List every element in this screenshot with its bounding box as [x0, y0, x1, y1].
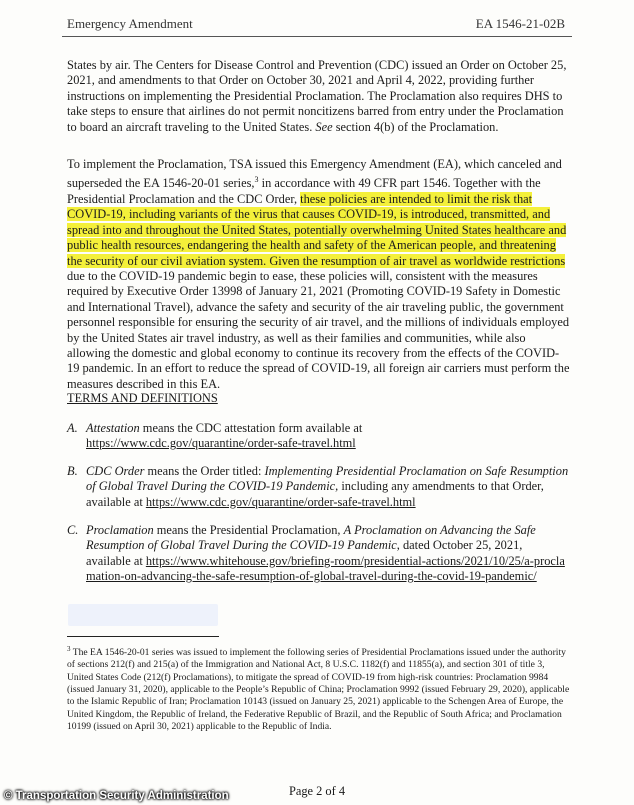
page-header	[67, 16, 565, 34]
paragraph-implementation: To implement the Proclamation, TSA issued this Emergency Amendment (EA), which canceled and superseded the EA 1546-20-01 series,$^3$ in accordance with 49 CFR part 1546. Together with the Presidential Proclamation and the CDC Order, these policies are intended to limit the risk that COVID-19, including variants of the virus that causes COVID-19, is introduced, transmitted, and spread into and throughout the United States, potentially overwhelming United States healthcare and public health resources, endangering the health and safety of the American people, and threatening the security of our civil aviation system. Given the resumption of air travel as worldwide restrictions due to the COVID-19 pandemic begin to ease, these policies will, consistent with the measures required by Executive Order 13998 of January 21, 2021 (Promoting COVID-19 Safety in Domestic and International Travel), advance the safety and security of the air traveling public, the government personnel responsible for ensuring the security of air travel, and the millions of individuals employed by the United States air travel industry, as well as their families and communities, while also allowing the domestic and global economy to continue its recovery from the effects of the COVID-19 pandemic. In an effort to reduce the spread of COVID-19, all foreign air carriers must perform the measures described in this EA.	[67, 157, 570, 391]
definition-term: CDC Order	[86, 464, 145, 478]
header-divider	[62, 36, 572, 37]
definition-letter: B.	[67, 464, 78, 478]
definition-proclamation: C. Proclamation means the Presidential Proclamation, A Proclamation on Advancing the Safe Resumption of Global Travel During the COVID-19 Pandemic, dated October 25, 2021, available at https://www.whitehouse.gov/briefing-room/presidential-actions/2021/10/25/a-proclamation-on-advancing-the-safe-resumption-of-global-travel-during-the-covid-19-pandemic/	[67, 523, 565, 584]
highlighted-passage: these policies are intended to limit the risk that COVID-19, including variants of the virus that causes COVID-19, is introduced, transmitted, and spread into and throughout the United States, potentially overwhelming United States healthcare and public health resources, endangering the health and safety of the American people, and threatening the security of our civil aviation system. Given the resumption of air travel as worldwide restrictions	[67, 191, 567, 268]
cdc-order-link[interactable]: https://www.cdc.gov/quarantine/order-safe-travel.html	[145, 494, 416, 509]
footnote-marker: 3	[67, 645, 71, 653]
cdc-attestation-link[interactable]: https://www.cdc.gov/quarantine/order-safe-travel.html	[86, 436, 356, 451]
header-title: Emergency Amendment	[67, 16, 193, 31]
paragraph-proclamation-context: States by air. The Centers for Disease Control and Prevention (CDC) issued an Order on October 25, 2021, and amendments to that Order on October 30, 2021 and April 4, 2022, providing further instructions on implementing the Presidential Proclamation. The Proclamation also requires DHS to take steps to ensure that airlines do not permit noncitizens barred from entry under the Proclamation to board an aircraft traveling to the United States. See section 4(b) of the Proclamation.	[67, 58, 567, 134]
definition-letter: A.	[67, 421, 78, 435]
definition-term: Proclamation	[86, 523, 154, 537]
definition-letter: C.	[67, 523, 79, 537]
definition-cdc-order: B. CDC Order means the Order titled: Implementing Presidential Proclamation on Safe Resumption of Global Travel During the COVID-19 Pandemic, including any amendments to that Order, available at https://www.cdc.gov/quarantine/order-safe-travel.html	[67, 464, 569, 509]
terms-heading: TERMS AND DEFINITIONS	[67, 391, 218, 405]
redaction-block	[68, 604, 218, 626]
header-document-id: EA 1546-21-02B	[475, 16, 565, 31]
footnote-3: $^3$ The EA 1546-20-01 series was issued to implement the following series of Presidential Proclamations issued under the authority of sections 212(f) and 215(a) of the Immigration and National Act, 8 U.S.C. 1182(f) and 11855(a), and section 301 of title 3, United States Code (212(f) Proclamations), to mitigate the spread of COVID-19 from high-risk countries: Proclamation 9984 (issued January 31, 2020), applicable to the People’s Republic of China; Proclamation 9992 (issued February 29, 2020), applicable to the Islamic Republic of Iran; Proclamation 10143 (issued on January 25, 2021) applicable to the Schengen Area of Europe, the United Kingdom, the Republic of Ireland, the Federative Republic of Brazil, and the Republic of South Africa; and Proclamation 10199 (issued on April 30, 2021) applicable to the Republic of India.	[67, 645, 570, 732]
order-title: Implementing Presidential Proclamation on Safe Resumption of Global Travel During the COVID-19 Pandemic,	[86, 464, 569, 494]
footnote-divider	[67, 636, 219, 637]
footnote-reference[interactable]: 3	[254, 175, 259, 185]
definition-term: Attestation	[86, 421, 140, 435]
page-number: Page 2 of 4	[288, 784, 346, 798]
proclamation-title: A Proclamation on Advancing the Safe Resumption of Global Travel During the COVID-19 Pandemic	[86, 523, 536, 553]
whitehouse-proclamation-link[interactable]: https://www.whitehouse.gov/briefing-room/presidential-actions/2021/10/25/a-proclamation-on-advancing-the-safe-resumption-of-global-travel-during-the-covid-19-pandemic/	[86, 553, 565, 584]
definition-attestation: A. Attestation means the CDC attestation form available at https://www.cdc.gov/quarantine/order-safe-travel.html	[67, 421, 363, 451]
copyright-watermark: © Transportation Security Administration	[4, 790, 229, 802]
see-reference: See	[315, 119, 333, 134]
